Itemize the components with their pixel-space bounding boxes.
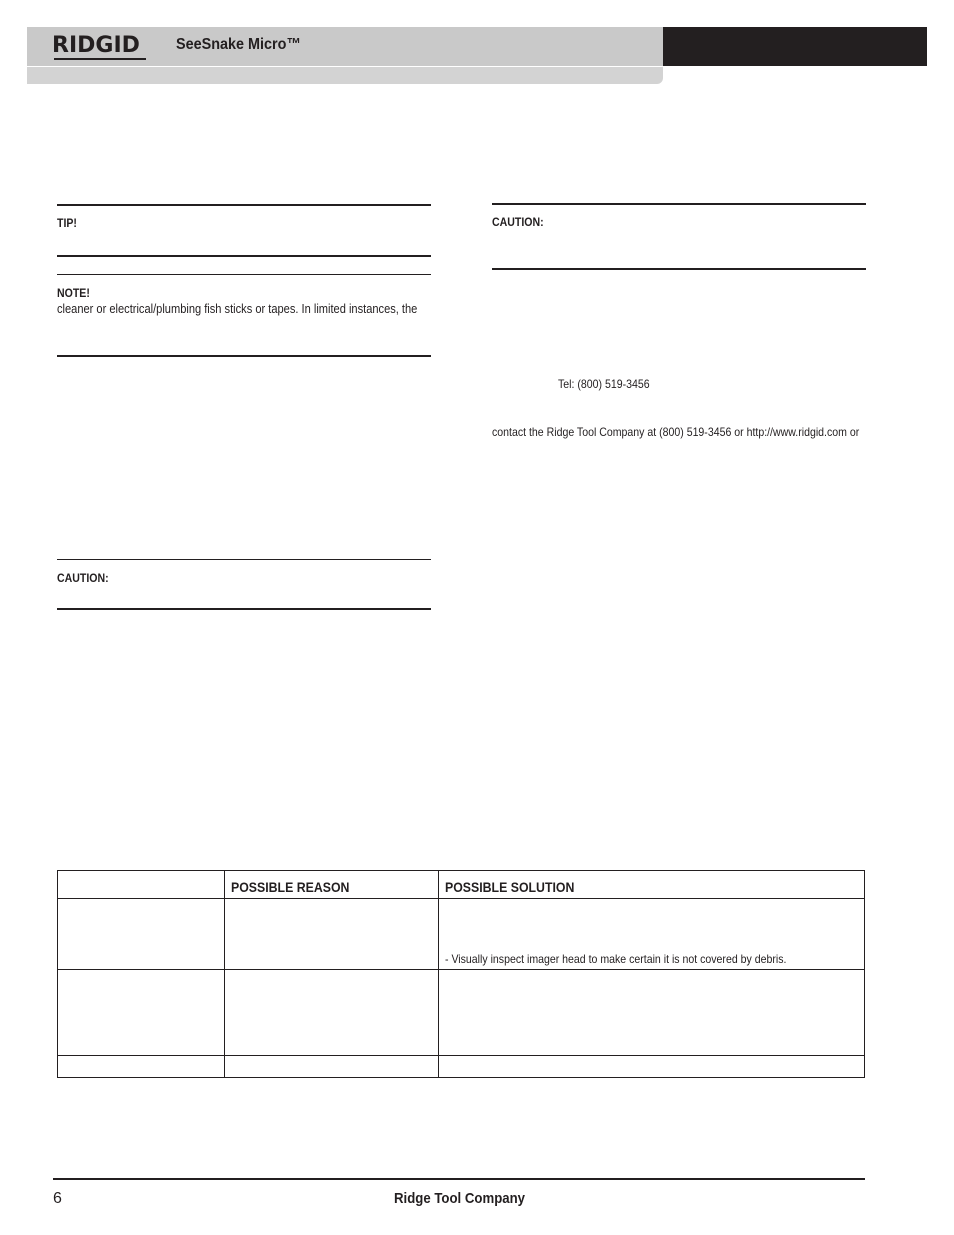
caution-label-right: CAUTION: (492, 215, 544, 229)
caution-top-rule-left (57, 559, 431, 560)
contact-line: contact the Ridge Tool Company at (800) 519-3456 or http://www.ridgid.com or (492, 425, 860, 439)
table-header-solution: POSSIBLE SOLUTION (445, 879, 575, 895)
table-row-divider-1 (58, 969, 864, 970)
note-top-rule (57, 274, 431, 275)
note-text: cleaner or electrical/plumbing fish sticks or tapes. In limited instances, the (57, 302, 418, 316)
logo-text: RIDGID (52, 33, 140, 58)
caution-top-rule-right (492, 203, 866, 205)
caution-bottom-rule-right (492, 268, 866, 270)
tip-top-rule (57, 204, 431, 206)
caution-label-left: CAUTION: (57, 571, 109, 585)
troubleshooting-table (57, 870, 865, 1078)
product-title: SeeSnake Micro™ (176, 36, 301, 53)
ridgid-logo (52, 34, 148, 62)
footer-company: Ridge Tool Company (394, 1190, 526, 1207)
table-col-divider-1 (224, 871, 225, 1077)
note-label: NOTE! (57, 286, 90, 300)
table-header-divider (58, 898, 864, 899)
tip-label: TIP! (57, 216, 77, 230)
caution-bottom-rule-left (57, 608, 431, 610)
table-header-reason: POSSIBLE REASON (231, 879, 350, 895)
header-strip (27, 67, 663, 84)
tip-bottom-rule (57, 255, 431, 257)
tel-line: Tel: (800) 519-3456 (558, 377, 650, 391)
logo-underline (54, 58, 146, 60)
note-bottom-rule (57, 355, 431, 357)
table-col-divider-2 (438, 871, 439, 1077)
footer-rule (53, 1178, 865, 1180)
table-row1-solution-item: - Visually inspect imager head to make certain it is not covered by debris. (445, 952, 787, 966)
header-black-block (663, 27, 927, 66)
page-number: 6 (53, 1190, 62, 1207)
table-row-divider-2 (58, 1055, 864, 1056)
